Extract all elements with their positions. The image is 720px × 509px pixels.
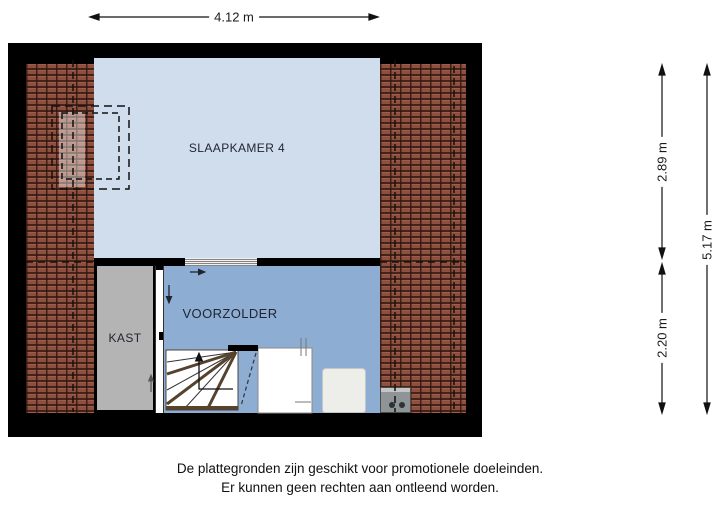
- dim-arrow-down-icon: [659, 248, 665, 258]
- mechanical-ventilation-unit: [380, 387, 411, 413]
- dimension-label-right-lower: 2.20 m: [655, 313, 670, 363]
- wall-opening: [185, 258, 257, 266]
- dim-arrow-up-icon: [704, 65, 710, 75]
- vent-top-strip: [381, 388, 410, 392]
- dimension-label-right-upper: 2.89 m: [655, 137, 670, 187]
- dim-arrow-right-icon: [369, 14, 378, 20]
- vent-knob-icon: [399, 402, 405, 408]
- kast-door: [155, 266, 164, 413]
- dim-arrow-down-icon: [659, 403, 665, 413]
- room-label-kast: KAST: [108, 331, 142, 345]
- room-label-voorzolder: VOORZOLDER: [182, 306, 278, 321]
- room-slaapkamer4: [94, 58, 380, 258]
- roof-window-pane: [59, 112, 85, 187]
- disclaimer-line-2: Er kunnen geen rechten aan ontleend worden.: [221, 480, 499, 495]
- boiler: [322, 368, 366, 413]
- dimension-label-right-total: 5.17 m: [700, 215, 715, 265]
- dim-arrow-up-icon: [659, 264, 665, 274]
- dimension-label-top: 4.12 m: [209, 10, 259, 25]
- dim-arrow-left-icon: [90, 14, 99, 20]
- roof-tiles-right: [380, 64, 466, 413]
- room-label-slaapkamer4: SLAAPKAMER 4: [188, 141, 286, 155]
- dim-arrow-down-icon: [704, 403, 710, 413]
- dim-arrow-up-icon: [659, 65, 665, 75]
- door-jamb-top: [156, 266, 163, 270]
- disclaimer-line-1: De plattegronden zijn geschikt voor promotionele doeleinden.: [176, 461, 544, 476]
- vent-knob-icon: [389, 402, 395, 408]
- door-latch-mark: [159, 332, 163, 340]
